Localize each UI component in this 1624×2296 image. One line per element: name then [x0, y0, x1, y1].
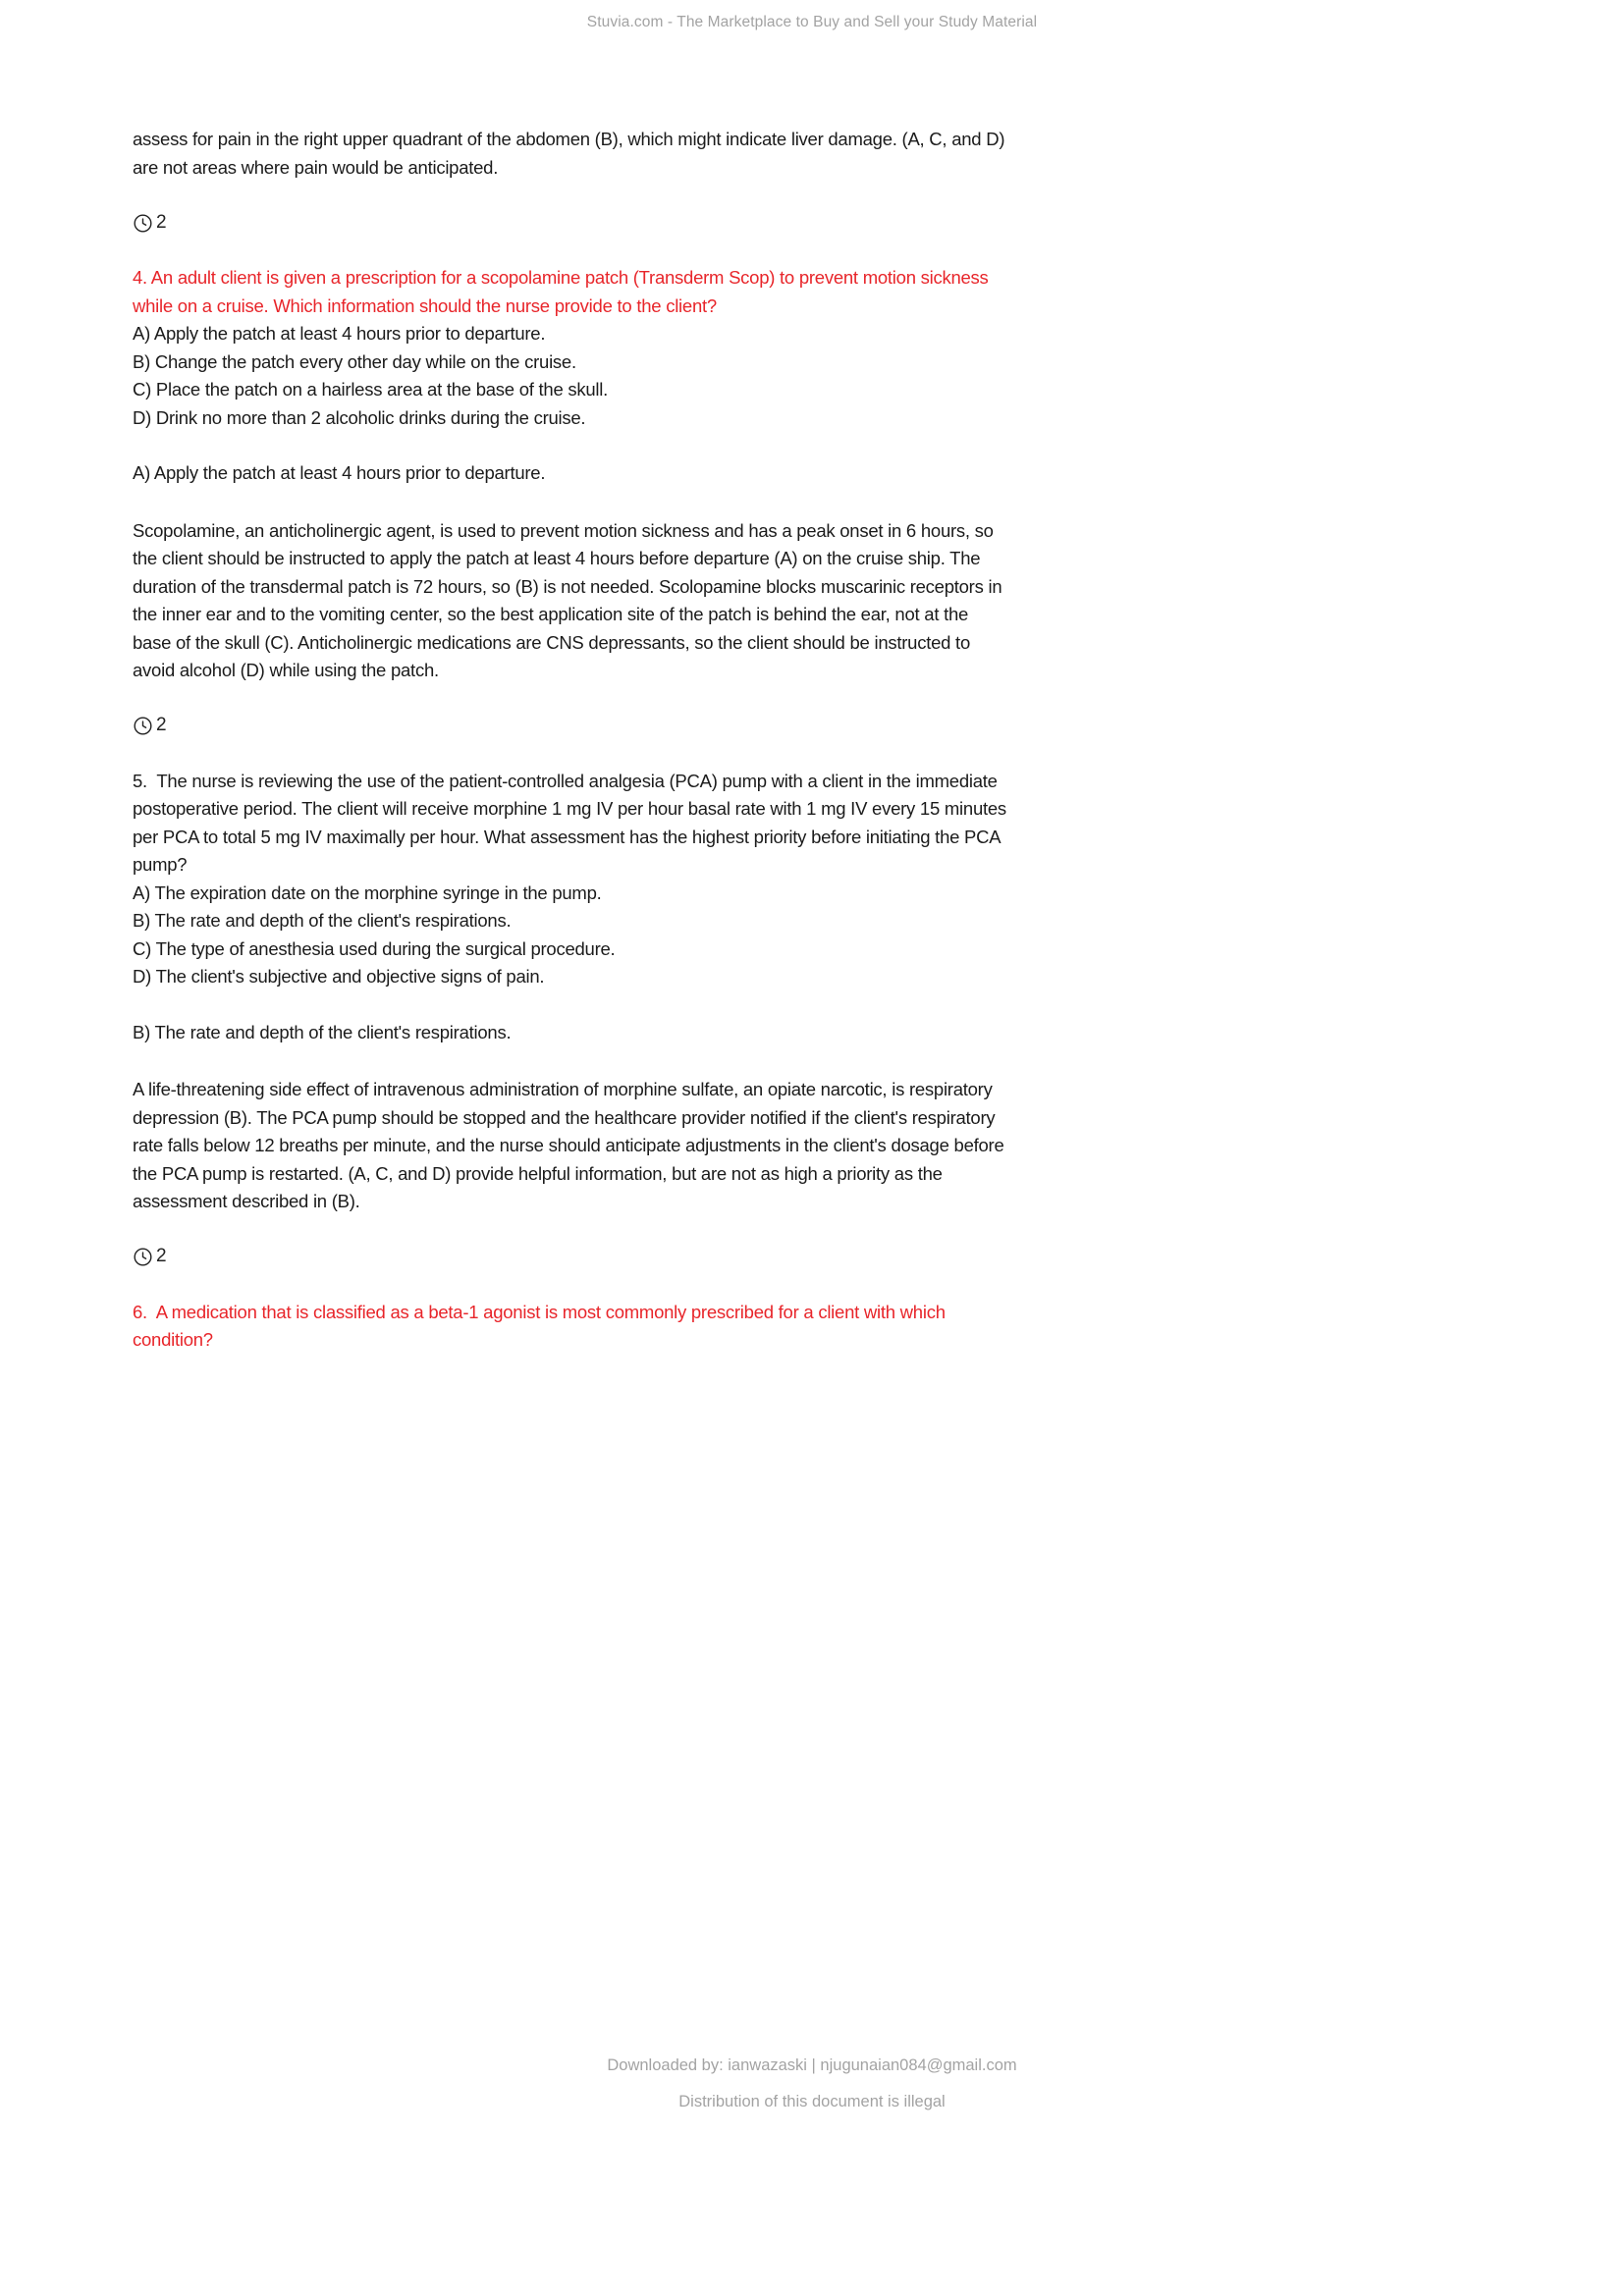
question-5-option-b: B) The rate and depth of the client's respirations. [133, 910, 512, 931]
rating-badge [133, 209, 1006, 237]
document-content [133, 126, 1011, 1382]
question-4-option-b: B) Change the patch every other day while on the cruise. [133, 350, 576, 372]
question-4-option-c: C) Place the patch on a hairless area at the base of the skull. [133, 379, 609, 400]
question-5-option-d: D) The client's subjective and objective signs of pain. [133, 966, 545, 987]
clock-stamp-icon [133, 213, 153, 234]
rationale-paragraph: assess for pain in the right upper quadrant of the abdomen (B), which might indicate liver damage. (A, C, and D) are not areas where pain would be anticipated. [133, 129, 1010, 178]
rating-badge [133, 1244, 1006, 1271]
question-4-block [133, 264, 1006, 432]
question-5-text: 5. The nurse is reviewing the use of the patient-controlled analgesia (PCA) pump with a client in the immediate postoperative period. The client will receive morphine 1 mg IV per hour basal rate with 1 mg IV every 15 minutes per PCA to total 5 mg IV maximally per hour. What assessment has the highest priority before initiating the PCA pump? [133, 770, 1011, 875]
page-header: Stuvia.com - The Marketplace to Buy and Sell your Study Material [586, 14, 1038, 30]
clock-stamp-icon [133, 1247, 153, 1267]
question-4-answer: A) Apply the patch at least 4 hours prior to departure. [133, 462, 546, 483]
question-6-block [133, 1299, 1006, 1355]
question-5-option-a: A) The expiration date on the morphine syringe in the pump. [133, 881, 602, 903]
badge-count: 2 [156, 211, 167, 233]
question-4-text: 4. An adult client is given a prescription for a scopolamine patch (Transderm Scop) to prevent motion sickness while on a cruise. Which information should the nurse provide to the client? [133, 267, 994, 316]
badge-count: 2 [156, 715, 167, 736]
question-4-rationale: Scopolamine, an anticholinergic agent, is used to prevent motion sickness and has a peak onset in 6 hours, so the client should be instructed to apply the patch at least 4 hours before departure (A) on the cruise ship. The duration of the transdermal patch is 72 hours, so (B) is not needed. Scolopamine blocks muscarinic receptors in the inner ear and to the vomiting center, so the best application site of the patch is behind the ear, not at the base of the skull (C). Anticholinergic medications are CNS depressants, so the client should be instructed to avoid alcohol (D) while using the patch. [133, 519, 1007, 680]
clock-stamp-icon [133, 716, 153, 736]
question-5-option-c: C) The type of anesthesia used during the surgical procedure. [133, 937, 616, 959]
footer-downloaded-by: Downloaded by: ianwazaski | njugunaian084@gmail.com [607, 2056, 1017, 2074]
question-5-answer: B) The rate and depth of the client's respirations. [133, 1021, 512, 1042]
question-4-option-d: D) Drink no more than 2 alcoholic drinks during the cruise. [133, 406, 586, 428]
footer-distribution-notice: Distribution of this document is illegal [678, 2093, 946, 2110]
question-4-option-a: A) Apply the patch at least 4 hours prior to departure. [133, 323, 546, 344]
page-footer [0, 2048, 1624, 2120]
badge-count: 2 [156, 1246, 167, 1267]
question-5-block [133, 768, 1011, 991]
question-6-text: 6. A medication that is classified as a beta-1 agonist is most commonly prescribed for a client with which condition? [133, 1301, 950, 1350]
rating-badge [133, 713, 1006, 740]
question-5-rationale: A life-threatening side effect of intravenous administration of morphine sulfate, an opiate narcotic, is respiratory depression (B). The PCA pump should be stopped and the healthcare provider notified if the client's respiratory rate falls below 12 breaths per minute, and the nurse should anticipate adjustments in the client's dosage before the PCA pump is restarted. (A, C, and D) provide helpful information, but are not as high a priority as the assessment described in (B). [133, 1079, 1009, 1211]
